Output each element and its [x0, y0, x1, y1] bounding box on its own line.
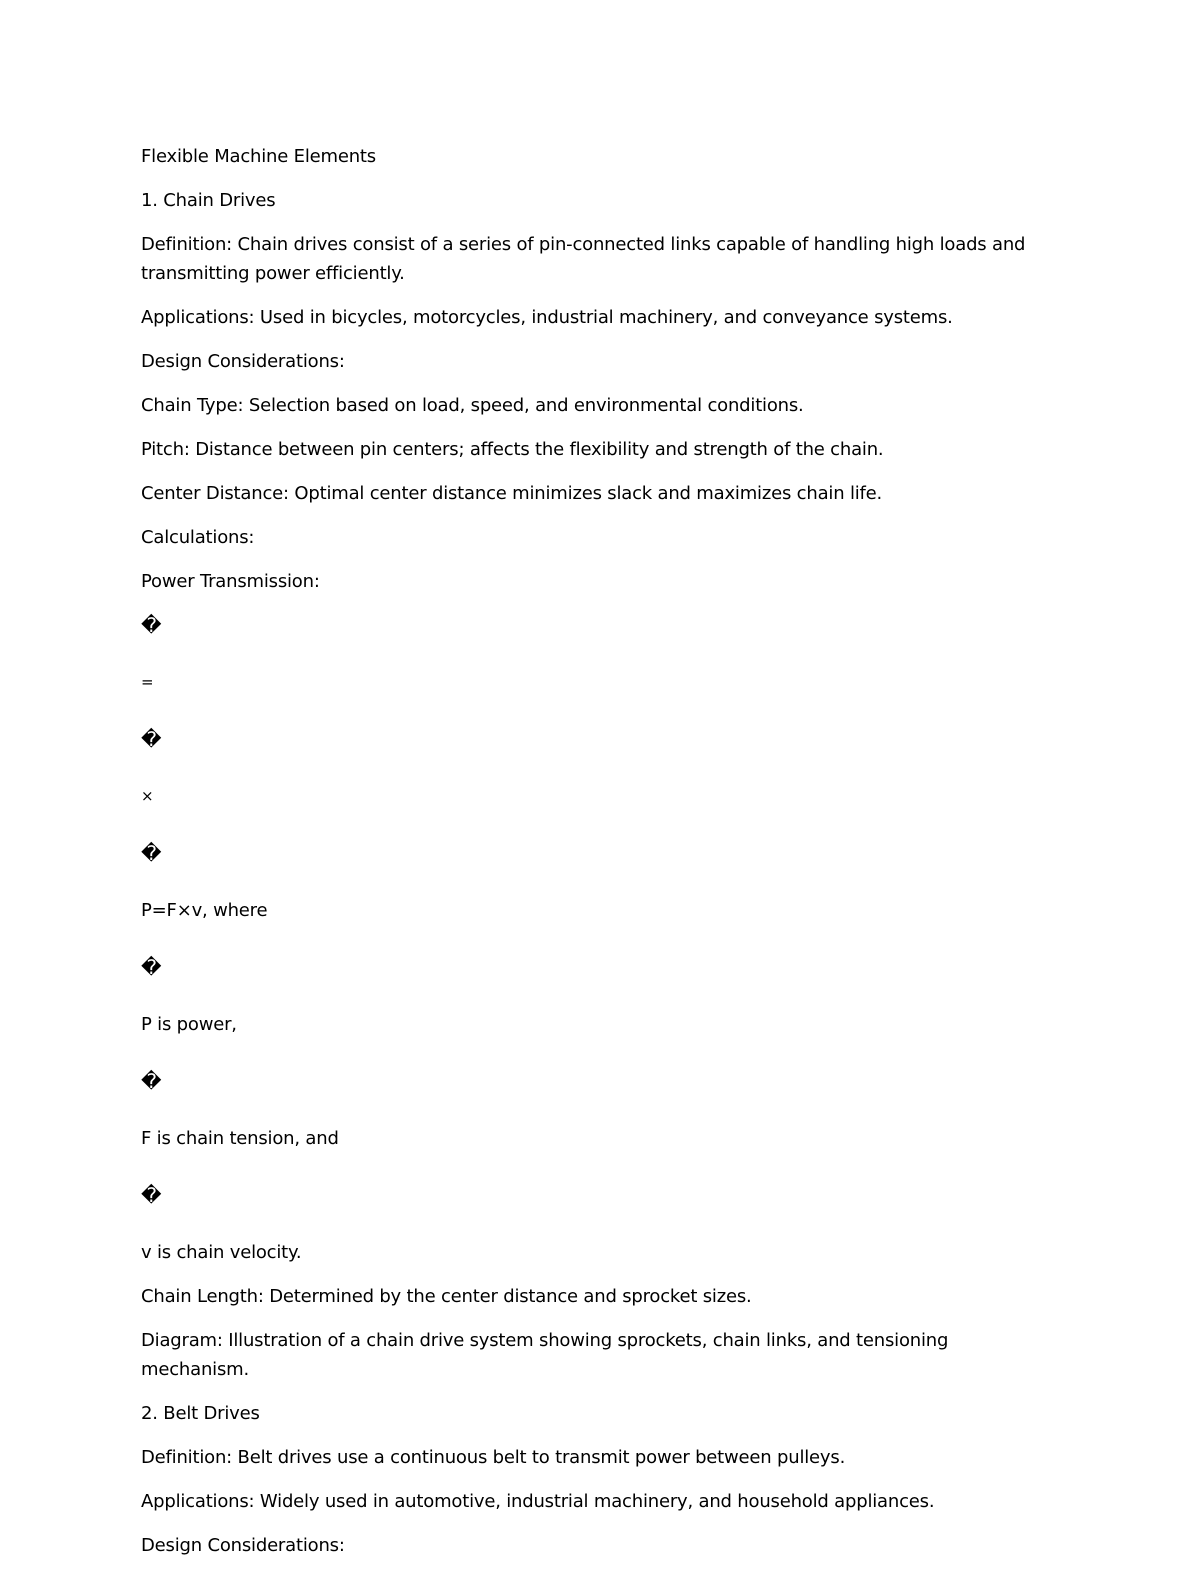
paragraph-calculations: Calculations: — [141, 527, 255, 548]
paragraph-v-is-velocity: v is chain velocity. — [141, 1242, 302, 1263]
paragraph-definition: Definition: Chain drives consist of a series of pin-connected links capable of handling high loads and transmitting power efficiently. — [141, 234, 1031, 284]
replacement-glyph: � — [141, 1069, 162, 1093]
paragraph-diagram: Diagram: Illustration of a chain drive system showing sprockets, chain links, and tensioning mechanism. — [141, 1330, 954, 1380]
replacement-glyph: � — [141, 1183, 162, 1207]
section-heading-chain-drives: 1. Chain Drives — [141, 190, 276, 211]
times-symbol: × — [141, 787, 154, 805]
section-heading-belt-drives: 2. Belt Drives — [141, 1403, 260, 1424]
document-title: Flexible Machine Elements — [141, 146, 376, 167]
equals-symbol: = — [141, 673, 154, 691]
paragraph-center-distance: Center Distance: Optimal center distance minimizes slack and maximizes chain life. — [141, 483, 883, 504]
replacement-glyph: � — [141, 841, 162, 865]
paragraph-belt-design-considerations: Design Considerations: — [141, 1535, 345, 1556]
formula-line: P=F×v, where — [141, 900, 268, 921]
paragraph-pitch: Pitch: Distance between pin centers; affects the flexibility and strength of the chain. — [141, 439, 884, 460]
paragraph-power-transmission: Power Transmission: — [141, 571, 320, 592]
replacement-glyph: � — [141, 727, 162, 751]
replacement-glyph: � — [141, 613, 162, 637]
paragraph-f-is-tension: F is chain tension, and — [141, 1128, 339, 1149]
paragraph-belt-definition: Definition: Belt drives use a continuous belt to transmit power between pulleys. — [141, 1447, 846, 1468]
paragraph-chain-type: Chain Type: Selection based on load, speed, and environmental conditions. — [141, 395, 804, 416]
replacement-glyph: � — [141, 955, 162, 979]
paragraph-design-considerations: Design Considerations: — [141, 351, 345, 372]
paragraph-belt-applications: Applications: Widely used in automotive, industrial machinery, and household appliances. — [141, 1491, 935, 1512]
paragraph-applications: Applications: Used in bicycles, motorcycles, industrial machinery, and conveyance systems. — [141, 307, 953, 328]
paragraph-p-is-power: P is power, — [141, 1014, 237, 1035]
paragraph-chain-length: Chain Length: Determined by the center distance and sprocket sizes. — [141, 1286, 752, 1307]
document-body — [141, 142, 1041, 1575]
